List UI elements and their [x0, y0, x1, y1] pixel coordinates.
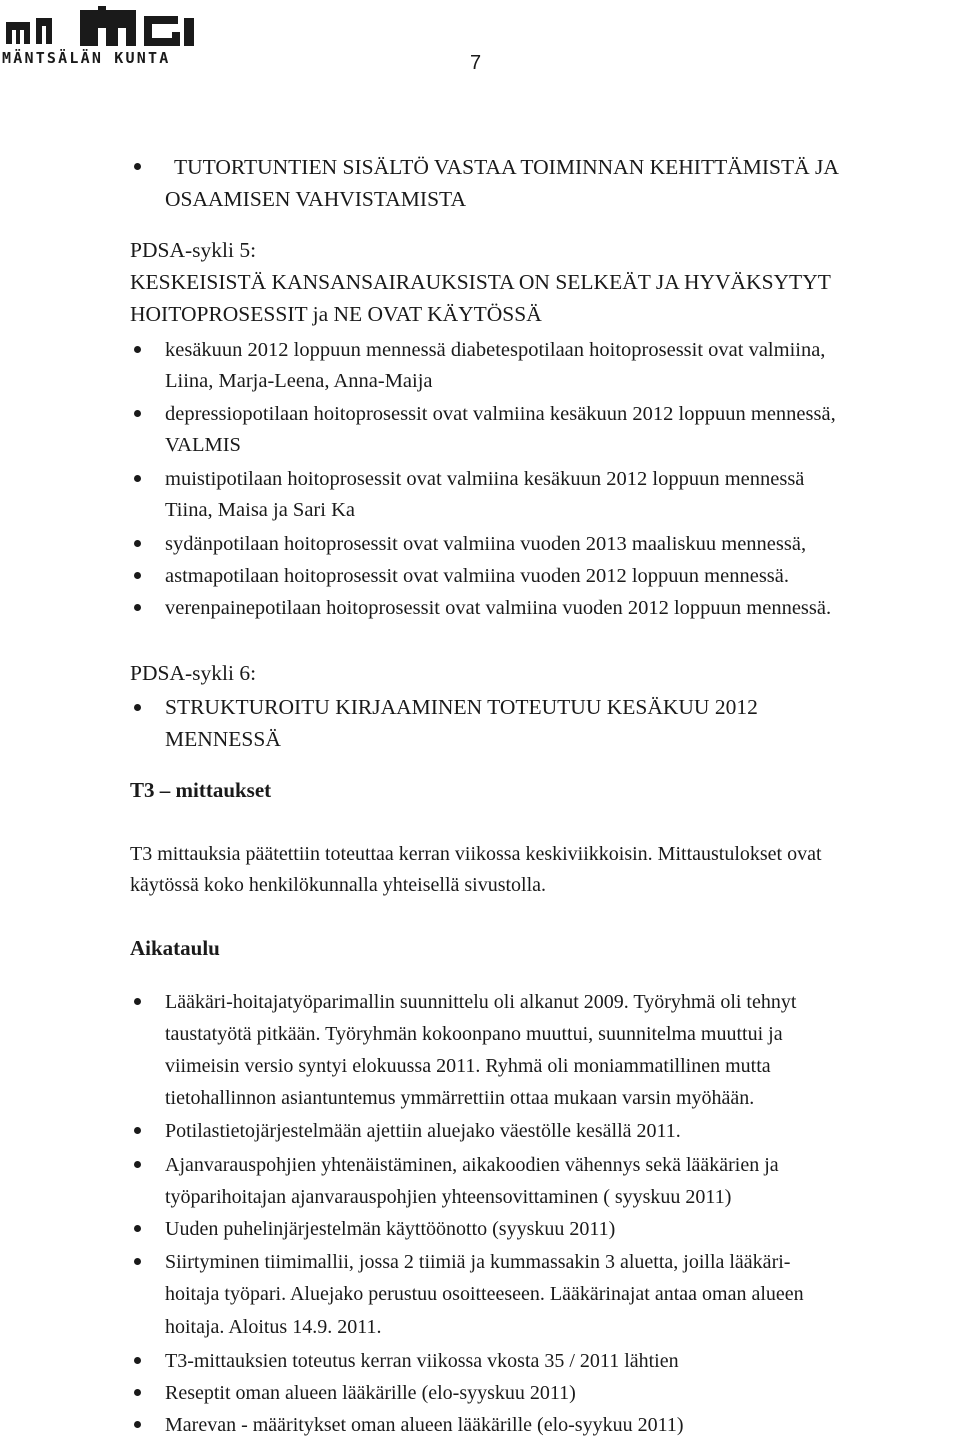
- pdsa5-title-line2: HOITOPROSESSIT ja NE OVAT KÄYTÖSSÄ: [130, 302, 542, 326]
- pdsa5-item-cont: VALMIS: [165, 434, 241, 456]
- pdsa5-item-cont: Tiina, Maisa ja Sari Ka: [165, 499, 355, 521]
- pdsa6-item: STRUKTUROITU KIRJAAMINEN TOTEUTUU KESÄKUU 2012: [165, 695, 758, 719]
- aikataulu-item: Ajanvarauspohjien yhtenäistäminen, aikakoodien vähennys sekä lääkärien ja: [165, 1154, 779, 1176]
- bullet-icon: [134, 475, 141, 482]
- bullet-icon: [134, 1258, 141, 1265]
- aikataulu-item-cont: taustatyötä pitkään. Työryhmän kokoonpano muuttui, suunnitelma muuttui ja: [165, 1023, 783, 1045]
- bullet-icon: [134, 998, 141, 1005]
- pdsa6-heading: PDSA-sykli 6:: [130, 661, 257, 685]
- bullet-icon: [134, 1161, 141, 1168]
- aikataulu-item-cont: tietohallinnon asiantuntemus ymmärrettiin ottaa mukaan varsin myöhään.: [165, 1087, 755, 1109]
- pdsa5-item: depressiopotilaan hoitoprosessit ovat valmiina kesäkuun 2012 loppuun mennessä,: [165, 403, 836, 425]
- bullet-icon: [134, 410, 141, 417]
- t3-paragraph-line1: T3 mittauksia päätettiin toteuttaa kerran viikossa keskiviikkoisin. Mittaustulokset ovat: [130, 843, 822, 865]
- pdsa5-item: astmapotilaan hoitoprosessit ovat valmiina vuoden 2012 loppuun mennessä.: [165, 565, 790, 587]
- bullet-icon: [134, 1357, 141, 1364]
- aikataulu-item: T3-mittauksien toteutus kerran viikossa vkosta 35 / 2011 lähtien: [165, 1350, 679, 1372]
- bullet-icon: [134, 704, 141, 711]
- bullet-icon: [134, 1127, 141, 1134]
- pdsa5-item: verenpainepotilaan hoitoprosessit ovat valmiina vuoden 2012 loppuun mennessä.: [165, 597, 832, 619]
- bullet-icon: [134, 346, 141, 353]
- bullet-icon: [134, 1389, 141, 1396]
- pdsa5-item: muistipotilaan hoitoprosessit ovat valmiina kesäkuun 2012 loppuun mennessä: [165, 468, 805, 490]
- aikataulu-item: Siirtyminen tiimimallii, jossa 2 tiimiä ja kummassakin 3 aluetta, joilla lääkäri-: [165, 1251, 791, 1273]
- bullet-icon: [134, 1225, 141, 1232]
- bullet-icon: [134, 163, 141, 170]
- bullet-icon: [134, 572, 141, 579]
- pdsa6-item-cont: MENNESSÄ: [165, 727, 281, 751]
- aikataulu-item: Uuden puhelinjärjestelmän käyttöönotto (syyskuu 2011): [165, 1218, 616, 1240]
- pdsa5-heading: PDSA-sykli 5:: [130, 238, 257, 262]
- bullet-icon: [134, 540, 141, 547]
- tutor-topic-bullet: TUTORTUNTIEN SISÄLTÖ VASTAA TOIMINNAN KEHITTÄMISTÄ JA: [174, 155, 839, 179]
- aikataulu-item-cont: viimeisin versio syntyi elokuussa 2011. Ryhmä oli moniammatillinen mutta: [165, 1055, 771, 1077]
- aikataulu-item-cont: hoitaja työpari. Aluejako perustuu osoitteeseen. Lääkärinajat antaa oman alueen: [165, 1283, 804, 1305]
- bullet-icon: [134, 1421, 141, 1428]
- pdsa5-title-line1: KESKEISISTÄ KANSANSAIRAUKSISTA ON SELKEÄT JA HYVÄKSYTYT: [130, 270, 831, 294]
- aikataulu-item: Reseptit oman alueen lääkärille (elo-syyskuu 2011): [165, 1382, 576, 1404]
- bullet-icon: [134, 604, 141, 611]
- aikataulu-item-cont: hoitaja. Aloitus 14.9. 2011.: [165, 1316, 382, 1338]
- pdsa5-item: sydänpotilaan hoitoprosessit ovat valmiina vuoden 2013 maaliskuu mennessä,: [165, 533, 807, 555]
- logo-wordmark: MÄNTSÄLÄN KUNTA: [2, 49, 171, 67]
- pdsa5-item: kesäkuun 2012 loppuun mennessä diabetespotilaan hoitoprosessit ovat valmiina,: [165, 339, 826, 361]
- aikataulu-item: Marevan - määritykset oman alueen lääkärille (elo-syykuu 2011): [165, 1414, 684, 1436]
- tutor-topic-bullet-cont: OSAAMISEN VAHVISTAMISTA: [165, 187, 466, 211]
- t3-paragraph-line2: käytössä koko henkilökunnalla yhteisellä sivustolla.: [130, 874, 547, 896]
- aikataulu-item: Potilastietojärjestelmään ajettiin aluejako väestölle kesällä 2011.: [165, 1120, 681, 1142]
- pdsa5-item-cont: Liina, Marja-Leena, Anna-Maija: [165, 370, 433, 392]
- aikataulu-item: Lääkäri-hoitajatyöparimallin suunnittelu oli alkanut 2009. Työryhmä oli tehnyt: [165, 991, 797, 1013]
- t3-heading: T3 – mittaukset: [130, 778, 272, 802]
- aikataulu-item-cont: työparihoitajan ajanvarauspohjien yhteensovittaminen ( syyskuu 2011): [165, 1186, 732, 1208]
- page-number: 7: [470, 52, 482, 74]
- aikataulu-heading: Aikataulu: [130, 936, 220, 960]
